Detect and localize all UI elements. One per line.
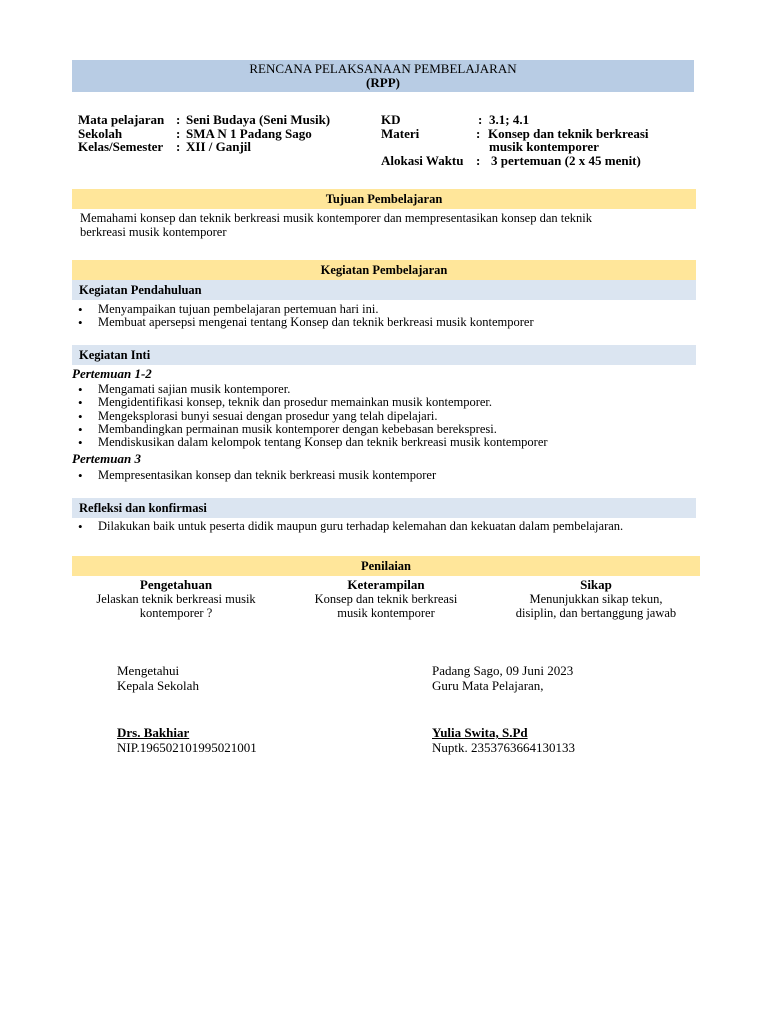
penilaian-heading: Penilaian (72, 556, 700, 576)
info-alokasi-label: Alokasi Waktu (381, 152, 464, 168)
list-item: • Membandingkan permainan musik kontemporer dengan kebebasan berekspresi. (72, 423, 702, 436)
inti-list-1-2 (72, 383, 702, 449)
penilaian-sikap (491, 578, 701, 620)
info-right (381, 113, 681, 167)
pertemuan-1-2-label: Pertemuan 1-2 (72, 366, 152, 381)
signature-left-line-1: Mengetahui (117, 663, 180, 678)
refleksi-list (72, 520, 702, 533)
list-item: • Mengeksplorasi bunyi sesuai dengan prosedur yang telah dipelajari. (72, 410, 702, 423)
list-item: • Mengidentifikasi konsep, teknik dan prosedur memainkan musik kontemporer. (72, 396, 702, 409)
tujuan-text (80, 212, 700, 239)
signature-right-name: Yulia Swita, S.Pd (432, 725, 528, 740)
info-alokasi-value: 3 pertemuan (2 x 45 menit) (491, 152, 641, 168)
penilaian-keterampilan-line-1: Konsep dan teknik berkreasi (314, 592, 458, 606)
signature-right-line-2: Guru Mata Pelajaran, (432, 678, 544, 693)
signature-left-name: Drs. Bakhiar (117, 725, 190, 740)
list-item: • Menyampaikan tujuan pembelajaran pertemuan hari ini. (72, 303, 702, 316)
info-materi-sep: : (476, 125, 481, 141)
info-materi-label: Materi (381, 125, 420, 141)
signature-right (432, 663, 573, 693)
info-left (78, 112, 331, 154)
pendahuluan-heading: Kegiatan Pendahuluan (72, 280, 696, 300)
list-item: • Mendiskusikan dalam kelompok tentang Konsep dan teknik berkreasi musik kontemporer (72, 436, 702, 449)
penilaian-pengetahuan (71, 578, 281, 620)
tujuan-text-line-2: berkreasi musik kontemporer (80, 224, 227, 239)
signature-left (117, 663, 199, 693)
tujuan-text-line-1: Memahami konsep dan teknik berkreasi musik kontemporer dan mempresentasikan konsep dan teknik (80, 211, 593, 225)
inti-list-3 (72, 469, 702, 482)
penilaian-pengetahuan-head: Pengetahuan (139, 577, 213, 592)
info-materi-value-2: musik kontemporer (489, 139, 599, 154)
penilaian-sikap-line-1: Menunjukkan sikap tekun, (529, 592, 663, 606)
info-mapel-sep: : (176, 112, 181, 127)
list-item: • Mempresentasikan konsep dan teknik berkreasi musik kontemporer (72, 469, 702, 482)
signature-left-id: NIP.196502101995021001 (117, 740, 257, 755)
info-kd-label: KD (381, 112, 401, 127)
info-alokasi-sep: : (476, 152, 481, 168)
document-subtitle: (RPP) (366, 75, 400, 90)
pendahuluan-list (72, 303, 702, 330)
document-title-box (72, 60, 694, 92)
signature-left-name-block (117, 725, 257, 755)
info-kelas-sep: : (176, 139, 181, 154)
signature-right-line-1: Padang Sago, 09 Juni 2023 (432, 663, 574, 678)
penilaian-sikap-head: Sikap (580, 577, 612, 592)
info-sekolah-sep: : (176, 125, 181, 141)
signature-right-id: Nuptk. 2353763664130133 (432, 740, 575, 755)
list-item: • Membuat apersepsi mengenai tentang Konsep dan teknik berkreasi musik kontemporer (72, 316, 702, 329)
penilaian-keterampilan-head: Keterampilan (347, 577, 425, 592)
info-kd-sep: : (478, 112, 483, 127)
info-kelas-label: Kelas/Semester (78, 139, 164, 154)
penilaian-sikap-line-2: disiplin, dan bertanggung jawab (515, 606, 677, 620)
info-mapel-label: Mata pelajaran (78, 112, 165, 127)
info-materi-value: Konsep dan teknik berkreasi (488, 125, 649, 141)
penilaian-pengetahuan-line-2: kontemporer ? (139, 606, 213, 620)
list-item: • Mengamati sajian musik kontemporer. (72, 383, 702, 396)
info-mapel-value: Seni Budaya (Seni Musik) (186, 112, 331, 127)
info-kelas-value: XII / Ganjil (186, 139, 252, 154)
document-title: RENCANA PELAKSANAAN PEMBELAJARAN (249, 61, 517, 76)
penilaian-pengetahuan-line-1: Jelaskan teknik berkreasi musik (96, 592, 256, 606)
pertemuan-3-label: Pertemuan 3 (72, 451, 141, 466)
penilaian-keterampilan-line-2: musik kontemporer (337, 606, 435, 620)
info-sekolah-label: Sekolah (78, 125, 123, 141)
kegiatan-heading: Kegiatan Pembelajaran (72, 260, 696, 280)
signature-right-name-block (432, 725, 575, 755)
signature-left-line-2: Kepala Sekolah (117, 678, 199, 693)
info-kd-value: 3.1; 4.1 (489, 112, 530, 127)
list-item: • Dilakukan baik untuk peserta didik maupun guru terhadap kelemahan dan kekuatan dalam pembelajaran. (72, 520, 702, 533)
info-sekolah-value: SMA N 1 Padang Sago (186, 125, 312, 141)
penilaian-keterampilan (281, 578, 491, 620)
refleksi-heading: Refleksi dan konfirmasi (72, 498, 696, 518)
inti-heading: Kegiatan Inti (72, 345, 696, 365)
tujuan-heading: Tujuan Pembelajaran (72, 189, 696, 209)
